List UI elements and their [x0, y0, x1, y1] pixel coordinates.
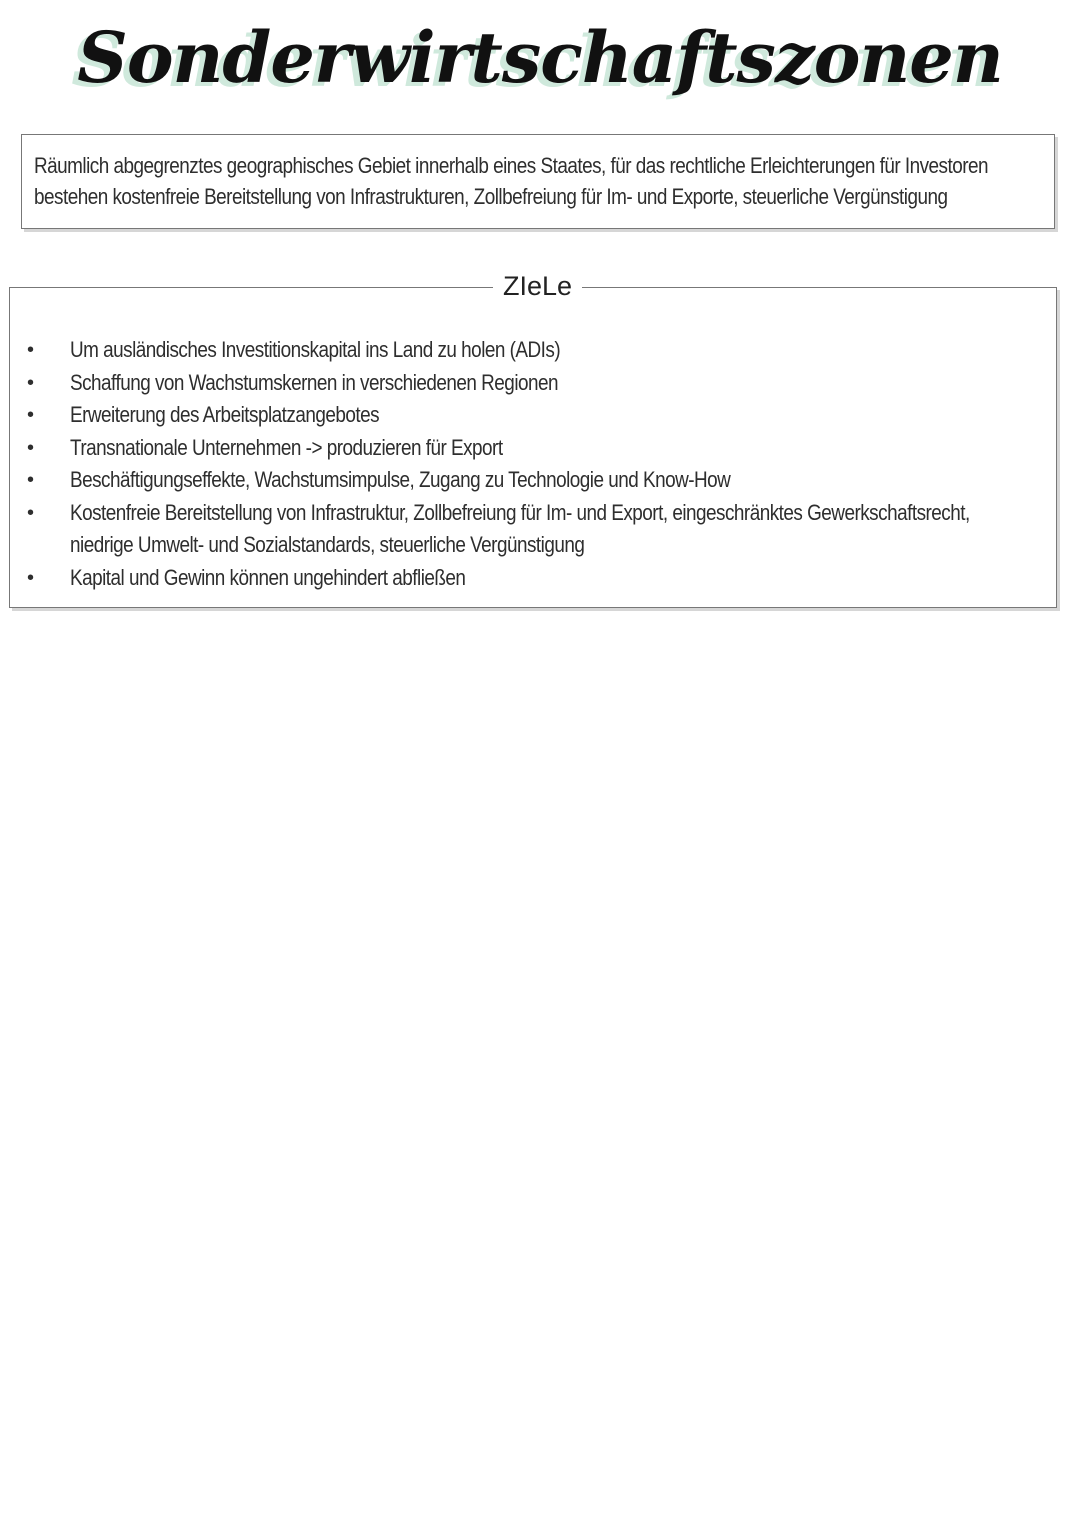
list-item — [0, 432, 1080, 465]
list-item-text: Um ausländisches Investitionskapital ins Land zu holen (ADIs) — [70, 337, 561, 362]
definition-line-2: bestehen kostenfreie Bereitstellung von Infrastrukturen, Zollbefreiung für Im- und Exporte, steuerliche Vergünstigung — [34, 184, 948, 209]
goals-divider-right — [582, 287, 1057, 288]
list-item-text-line-2: niedrige Umwelt- und Sozialstandards, steuerliche Vergünstigung — [70, 532, 585, 557]
list-item — [0, 464, 1080, 497]
list-item — [0, 399, 1080, 432]
definition-box — [21, 134, 1055, 229]
list-item — [0, 562, 1080, 595]
bullet-icon: • — [27, 566, 34, 589]
bullet-icon: • — [27, 436, 34, 459]
goals-divider-left — [9, 287, 493, 288]
list-item — [0, 367, 1080, 400]
bullet-icon: • — [27, 469, 34, 491]
list-item-text: Transnationale Unternehmen -> produzieren für Export — [70, 434, 503, 460]
list-item-text: Beschäftigungseffekte, Wachstumsimpulse, Zugang zu Technologie und Know-How — [70, 467, 731, 492]
definition-line-1: Räumlich abgegrenztes geographisches Gebiet innerhalb eines Staates, für das rechtliche Erleichterungen für Investoren — [34, 153, 989, 178]
definition-text — [34, 150, 1049, 212]
list-item-text — [70, 497, 970, 562]
list-item-text: Kapital und Gewinn können ungehindert abfließen — [70, 564, 466, 590]
bullet-icon: • — [27, 371, 34, 394]
goals-heading: ZIeLe — [502, 271, 573, 301]
bullet-icon: • — [27, 501, 34, 524]
list-item-text-line-1: Kostenfreie Bereitstellung von Infrastruktur, Zollbefreiung für Im- und Export, eingeschränktes Gewerkschaftsrecht, — [70, 499, 970, 525]
list-item-text: Schaffung von Wachstumskernen in verschiedenen Regionen — [70, 369, 559, 395]
bullet-icon: • — [27, 404, 34, 426]
list-item — [0, 497, 1080, 562]
list-item-text: Erweiterung des Arbeitsplatzangebotes — [70, 402, 380, 427]
goals-list — [0, 334, 1080, 594]
page-title: Sonderwirtschaftszonen — [77, 16, 1003, 99]
bullet-icon: • — [27, 339, 34, 361]
list-item — [0, 334, 1080, 367]
